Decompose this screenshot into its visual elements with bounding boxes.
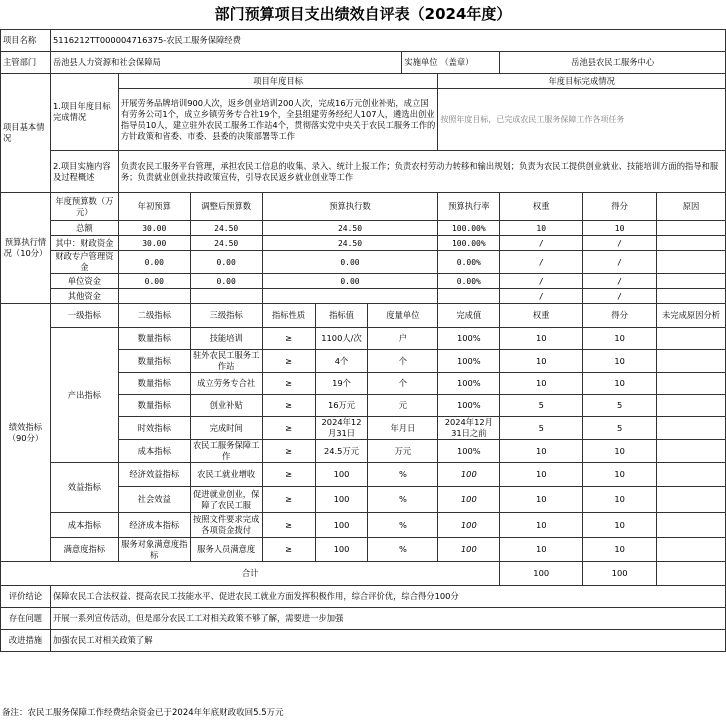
perf-weight: 10 (500, 328, 583, 350)
perf-reason (657, 513, 726, 538)
budget-executed: 0.00 (262, 251, 438, 274)
perf-nature: ≥ (262, 395, 315, 417)
conclusion-label: 评价结论 (1, 586, 51, 608)
perf-done: 100% (438, 440, 500, 463)
perf-header-l2: 二级指标 (118, 304, 190, 328)
perf-l2: 数量指标 (118, 395, 190, 417)
measures-label: 改进措施 (1, 630, 51, 652)
perf-l3: 促进就业创业，保障了农民工服 (190, 487, 262, 513)
goal-completion-label: 1.项目年度目标完成情况 (50, 74, 118, 151)
perf-unit: 年月日 (368, 417, 438, 440)
perf-header-unit: 度量单位 (368, 304, 438, 328)
perf-nature: ≥ (262, 440, 315, 463)
budget-executed: 0.00 (262, 274, 438, 289)
perf-unit: % (368, 463, 438, 487)
perf-weight: 10 (500, 373, 583, 395)
perf-score: 5 (583, 417, 657, 440)
perf-reason (657, 538, 726, 562)
perf-value: 24.5万元 (315, 440, 368, 463)
budget-row (1, 274, 726, 289)
budget-header-weight: 权重 (500, 193, 583, 221)
budget-row-label: 财政专户管理资金 (50, 251, 118, 274)
perf-value: 4个 (315, 350, 368, 373)
budget-row-label: 其他资金 (50, 289, 118, 304)
budget-reason (657, 289, 726, 304)
perf-unit: % (368, 487, 438, 513)
perf-score: 10 (583, 440, 657, 463)
impl-summary-text: 负责农民工服务平台管理，承担农民工信息的收集、录入、统计上报工作；负责农村劳动力转移和输出规划；负责为农民工提供创业就业、技能培训方面的指导和服务；负责就业创业扶持政策宣传，引导农民返乡就业创业等工作 (118, 151, 725, 193)
budget-reason (657, 251, 726, 274)
perf-l3: 驻外农民工服务工作站 (190, 350, 262, 373)
perf-unit: 户 (368, 328, 438, 350)
perf-l3: 创业补贴 (190, 395, 262, 417)
perf-weight: 10 (500, 463, 583, 487)
cost-indicator-label: 成本指标 (50, 513, 118, 538)
perf-l3: 成立劳务专合社 (190, 373, 262, 395)
project-name-label: 项目名称 (1, 30, 51, 52)
project-name-value: 5116212TT000004716375-农民工服务保障经费 (50, 30, 725, 52)
perf-score: 10 (583, 463, 657, 487)
page-title: 部门预算项目支出绩效自评表（2024年度） (214, 5, 512, 23)
perf-value: 100 (315, 513, 368, 538)
budget-row (1, 251, 726, 274)
budget-rate: 0.00% (438, 251, 500, 274)
perf-l2: 服务对象满意度指标 (118, 538, 190, 562)
budget-executed: 24.50 (262, 221, 438, 236)
footnote: 备注：农民工服务保障工作经费结余资金已于2024年年底财政收回5.5万元 (2, 708, 284, 718)
perf-row (1, 538, 726, 562)
budget-header-rate: 预算执行率 (438, 193, 500, 221)
budget-weight: / (500, 251, 583, 274)
perf-value: 100 (315, 538, 368, 562)
perf-header-l3: 三级指标 (190, 304, 262, 328)
budget-reason (657, 221, 726, 236)
perf-score: 10 (583, 513, 657, 538)
perf-nature: ≥ (262, 417, 315, 440)
total-reason (657, 562, 726, 586)
perf-value: 100 (315, 487, 368, 513)
budget-score: 10 (583, 221, 657, 236)
perf-value: 100 (315, 463, 368, 487)
perf-value: 2024年12月31日 (315, 417, 368, 440)
perf-nature: ≥ (262, 463, 315, 487)
goal-text: 开展劳务品牌培训900人次，返乡创业培训200人次，完成16万元创业补贴，成立国有劳务公司1个，成立乡镇劳务专合社19个，全县组建劳务经纪人107人，遴选出创业指导员10人，建立驻外农民工服务工作站4个，贯彻落实党中央关于农民工服务工作的方针政策和省委、市委、县委的决策部署等工作 (118, 89, 438, 151)
perf-row (1, 328, 726, 350)
perf-l3: 服务人员满意度 (190, 538, 262, 562)
perf-l3: 农民工就业增收 (190, 463, 262, 487)
goal-header: 项目年度目标 (118, 74, 438, 89)
perf-done: 100 (438, 513, 500, 538)
budget-executed: 24.50 (262, 236, 438, 251)
perf-l2: 社会效益 (118, 487, 190, 513)
status-text: 按照年度目标，已完成农民工服务保障工作各项任务 (438, 89, 726, 151)
perf-done: 100% (438, 395, 500, 417)
perf-l3: 按照文件要求完成各项资金拨付 (190, 513, 262, 538)
status-header: 年度目标完成情况 (438, 74, 726, 89)
budget-rate: 100.00% (438, 236, 500, 251)
perf-row (1, 463, 726, 487)
total-score: 100 (583, 562, 657, 586)
satisfaction-indicator-label: 满意度指标 (50, 538, 118, 562)
budget-initial: 30.00 (118, 221, 190, 236)
budget-score: / (583, 251, 657, 274)
perf-reason (657, 395, 726, 417)
perf-weight: 10 (500, 440, 583, 463)
budget-adjusted: 24.50 (190, 221, 262, 236)
budget-adjusted (190, 289, 262, 304)
perf-score: 10 (583, 328, 657, 350)
perf-nature: ≥ (262, 513, 315, 538)
perf-header-l1: 一级指标 (50, 304, 118, 328)
perf-unit: 个 (368, 373, 438, 395)
perf-reason (657, 417, 726, 440)
impl-unit-value: 岳池县农民工服务中心 (500, 52, 726, 74)
output-indicator-label: 产出指标 (50, 328, 118, 463)
budget-reason (657, 274, 726, 289)
perf-done: 100 (438, 463, 500, 487)
impl-unit-label: 实施单位 （盖章） (402, 52, 500, 74)
perf-reason (657, 373, 726, 395)
perf-l3: 农民工服务保障工作 (190, 440, 262, 463)
impl-summary-label: 2.项目实施内容及过程概述 (50, 151, 118, 193)
perf-weight: 5 (500, 395, 583, 417)
budget-row-label: 其中：财政资金 (50, 236, 118, 251)
budget-row (1, 236, 726, 251)
budget-header-reason: 原因 (657, 193, 726, 221)
perf-unit: 个 (368, 350, 438, 373)
perf-score: 10 (583, 373, 657, 395)
perf-done: 100 (438, 538, 500, 562)
perf-unit: 万元 (368, 440, 438, 463)
budget-row-label: 总额 (50, 221, 118, 236)
budget-initial: 30.00 (118, 236, 190, 251)
budget-adjusted: 24.50 (190, 236, 262, 251)
perf-header-reason: 未完成原因分析 (657, 304, 726, 328)
basic-info-label: 项目基本情况 (1, 74, 51, 193)
perf-done: 100 (438, 487, 500, 513)
budget-score: / (583, 289, 657, 304)
budget-score: / (583, 236, 657, 251)
perf-header-weight: 权重 (500, 304, 583, 328)
budget-rate: 100.00% (438, 221, 500, 236)
perf-done: 100% (438, 373, 500, 395)
benefit-indicator-label: 效益指标 (50, 463, 118, 513)
dept-value: 岳池县人力资源和社会保障局 (50, 52, 401, 74)
issues-label: 存在问题 (1, 608, 51, 630)
perf-section-label: 绩效指标（90分） (1, 304, 51, 562)
budget-section-label: 预算执行情况（10分） (1, 193, 51, 304)
budget-initial: 0.00 (118, 251, 190, 274)
perf-header-nature: 指标性质 (262, 304, 315, 328)
issues-text: 开展一系列宣传活动，但是部分农民工工对相关政策不够了解，需要进一步加强 (50, 608, 725, 630)
perf-unit: 元 (368, 395, 438, 417)
evaluation-table-wrapper (0, 29, 726, 652)
perf-weight: 10 (500, 538, 583, 562)
budget-adjusted: 0.00 (190, 251, 262, 274)
perf-l3: 完成时间 (190, 417, 262, 440)
perf-header-score: 得分 (583, 304, 657, 328)
perf-weight: 10 (500, 513, 583, 538)
budget-weight: / (500, 236, 583, 251)
perf-weight: 10 (500, 487, 583, 513)
budget-initial: 0.00 (118, 274, 190, 289)
perf-nature: ≥ (262, 538, 315, 562)
perf-score: 10 (583, 538, 657, 562)
perf-l2: 数量指标 (118, 328, 190, 350)
perf-unit: % (368, 538, 438, 562)
perf-value: 19个 (315, 373, 368, 395)
total-label: 合计 (1, 562, 500, 586)
perf-unit: % (368, 513, 438, 538)
budget-header-initial: 年初预算 (118, 193, 190, 221)
perf-done: 100% (438, 350, 500, 373)
budget-executed (262, 289, 438, 304)
budget-adjusted: 0.00 (190, 274, 262, 289)
budget-rate (438, 289, 500, 304)
budget-weight: / (500, 274, 583, 289)
budget-weight: 10 (500, 221, 583, 236)
perf-nature: ≥ (262, 373, 315, 395)
perf-row (1, 513, 726, 538)
conclusion-text: 保障农民工合法权益、提高农民工技能水平、促进农民工就业方面发挥积极作用，综合评价优，综合得分100分 (50, 586, 725, 608)
dept-label: 主管部门 (1, 52, 51, 74)
perf-nature: ≥ (262, 350, 315, 373)
budget-row (1, 289, 726, 304)
budget-row (1, 221, 726, 236)
perf-l2: 成本指标 (118, 440, 190, 463)
budget-header-annual: 年度预算数（万元） (50, 193, 118, 221)
perf-score: 10 (583, 487, 657, 513)
perf-l3: 技能培训 (190, 328, 262, 350)
perf-header-value: 指标值 (315, 304, 368, 328)
budget-weight: / (500, 289, 583, 304)
perf-reason (657, 440, 726, 463)
budget-initial (118, 289, 190, 304)
perf-value: 1100人/次 (315, 328, 368, 350)
perf-l2: 数量指标 (118, 373, 190, 395)
perf-nature: ≥ (262, 487, 315, 513)
perf-weight: 10 (500, 350, 583, 373)
perf-reason (657, 487, 726, 513)
budget-row-label: 单位资金 (50, 274, 118, 289)
budget-header-adjusted: 调整后预算数 (190, 193, 262, 221)
perf-weight: 5 (500, 417, 583, 440)
perf-l2: 经济成本指标 (118, 513, 190, 538)
budget-rate: 0.00% (438, 274, 500, 289)
perf-nature: ≥ (262, 328, 315, 350)
perf-l2: 数量指标 (118, 350, 190, 373)
budget-header-executed: 预算执行数 (262, 193, 438, 221)
perf-reason (657, 328, 726, 350)
perf-done: 100% (438, 328, 500, 350)
perf-reason (657, 463, 726, 487)
budget-score: / (583, 274, 657, 289)
perf-done: 2024年12月31日之前 (438, 417, 500, 440)
perf-value: 16万元 (315, 395, 368, 417)
perf-header-done: 完成值 (438, 304, 500, 328)
perf-reason (657, 350, 726, 373)
perf-score: 5 (583, 395, 657, 417)
budget-header-score: 得分 (583, 193, 657, 221)
measures-text: 加强农民工对相关政策了解 (50, 630, 725, 652)
budget-reason (657, 236, 726, 251)
perf-l2: 经济效益指标 (118, 463, 190, 487)
total-weight: 100 (500, 562, 583, 586)
evaluation-table (0, 29, 726, 652)
perf-l2: 时效指标 (118, 417, 190, 440)
perf-score: 10 (583, 350, 657, 373)
